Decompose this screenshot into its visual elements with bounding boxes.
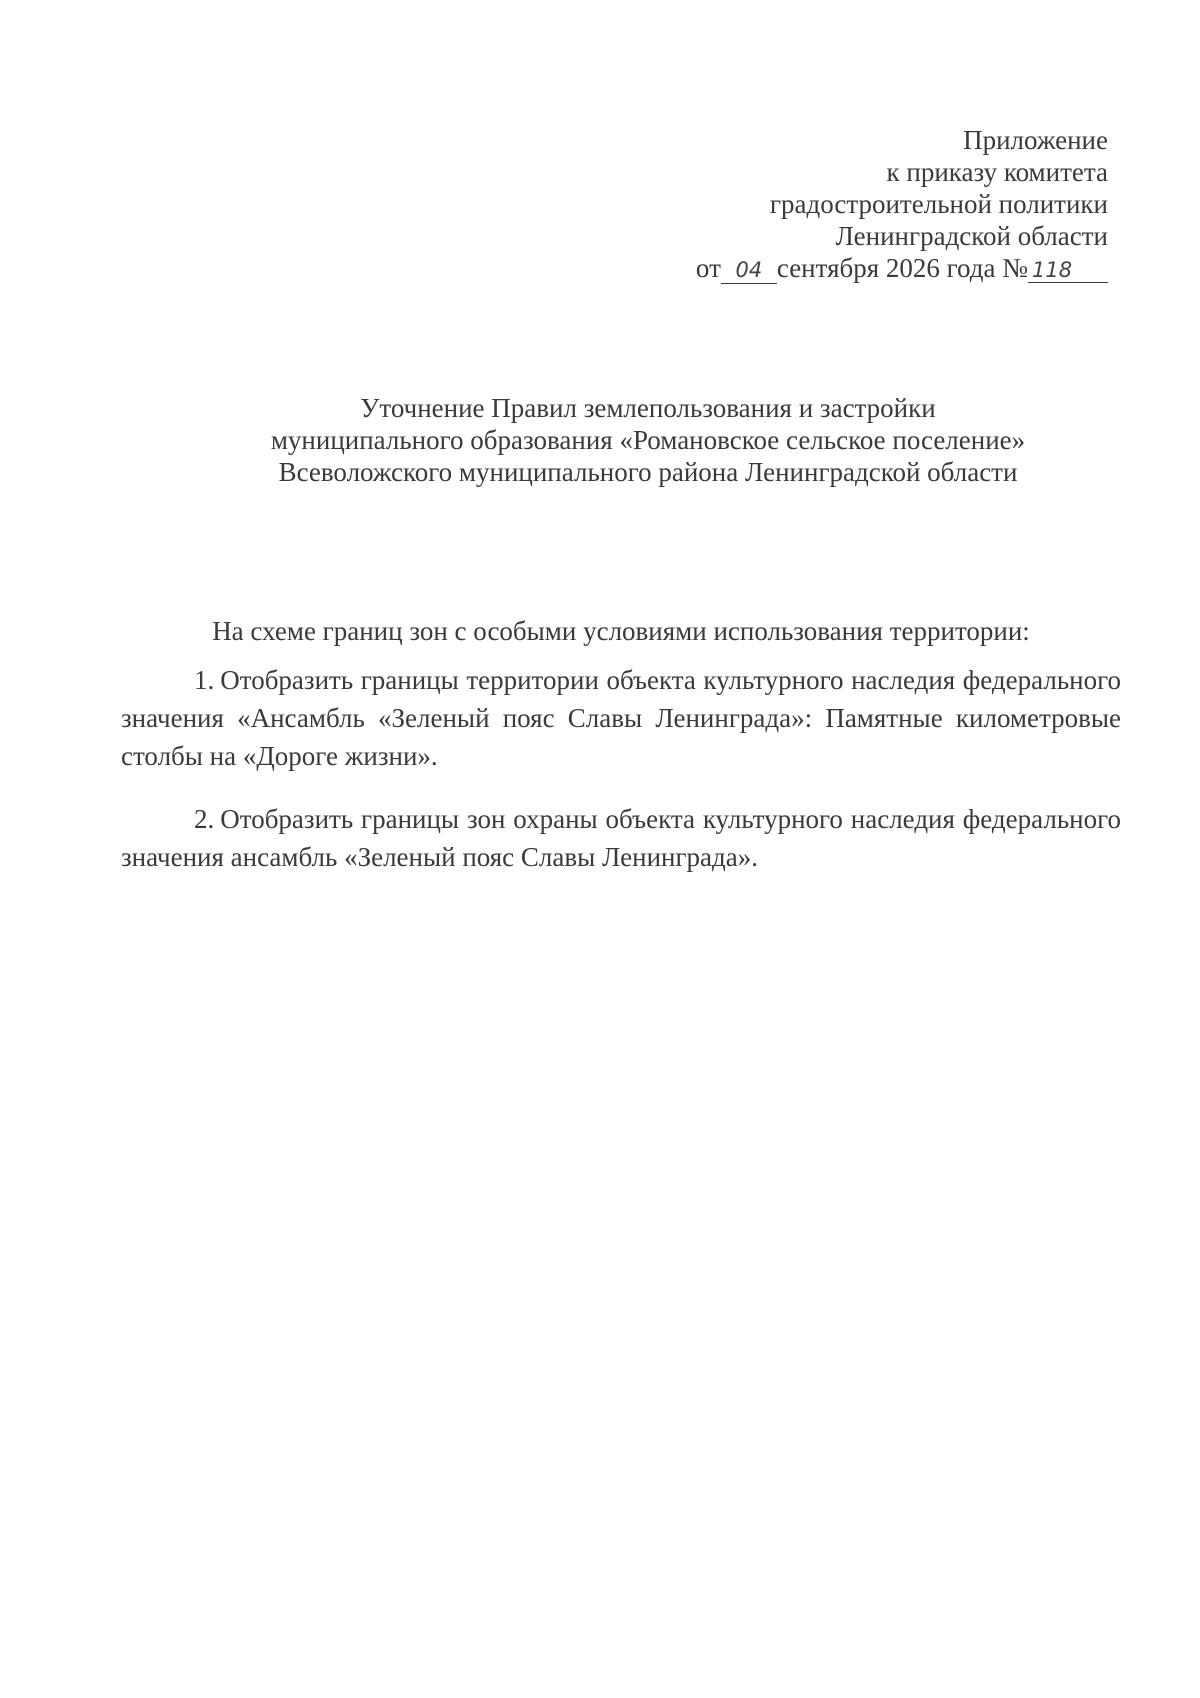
date-prefix: от: [695, 253, 721, 283]
list-item: [121, 800, 1121, 876]
body-intro: На схеме границ зон с особыми условиями использования территории:: [212, 616, 1030, 646]
date-day-handwritten: 04: [735, 258, 763, 282]
appendix-order-ref: к приказу комитета: [886, 157, 1108, 187]
document-title: [120, 392, 1176, 488]
appendix-title: Приложение: [963, 125, 1108, 155]
list-item-text: Отобразить границы территории объекта культурного наследия федерального значения «Ансамбль «Зеленый пояс Славы Ленинграда»: Памятные километровые столбы на «Дороге жизни».: [121, 665, 1121, 771]
list-item-number: 1.: [194, 665, 215, 695]
date-month-year: сентября 2026 года №: [776, 253, 1028, 283]
title-line-1: Уточнение Правил землепользования и застройки: [360, 393, 936, 423]
list-item-text: Отобразить границы зон охраны объекта культурного наследия федерального значения ансамбль «Зеленый пояс Славы Ленинграда».: [121, 804, 1121, 872]
appendix-region: Ленинградской области: [835, 221, 1108, 251]
order-number-handwritten: 118: [1032, 258, 1073, 282]
appendix-date-line: [408, 252, 1108, 284]
list-item: [121, 661, 1121, 775]
appendix-header: [408, 124, 1108, 284]
order-number-field: [1028, 255, 1108, 283]
date-day-field: [721, 255, 777, 284]
appendix-committee: градостроительной политики: [769, 189, 1108, 219]
title-line-3: Всеволожского муниципального района Ленинградской области: [278, 457, 1018, 487]
document-body: [121, 615, 1121, 901]
list-item-number: 2.: [194, 804, 215, 834]
title-line-2: муниципального образования «Романовское сельское поселение»: [270, 425, 1026, 455]
